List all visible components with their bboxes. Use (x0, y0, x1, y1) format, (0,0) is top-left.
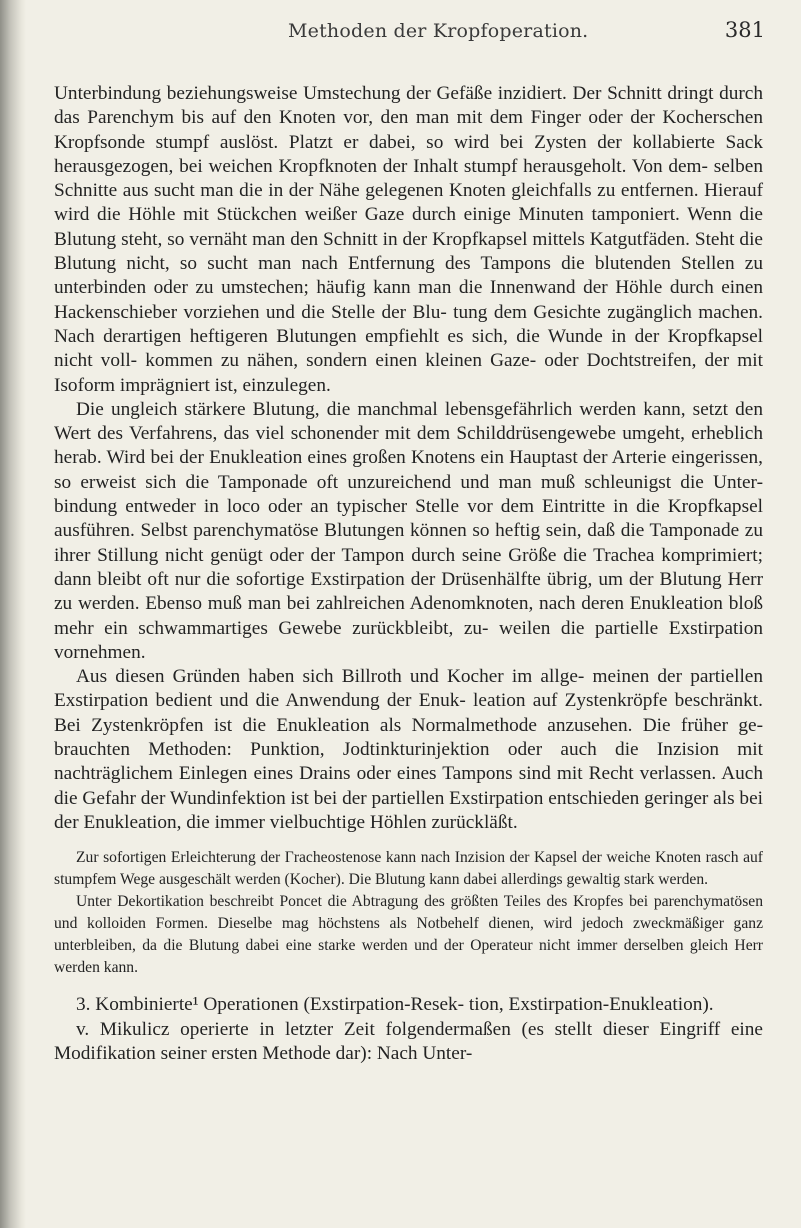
paragraph-1: Unterbindung beziehungsweise Umstechung der Gefäße inzidiert. Der Schnitt dringt durch das Parenchym bis auf den Knoten vor, den man mit dem Finger oder der Kocherschen Kropfsonde stumpf auslöst. Platzt er dabei, so wird bei Zysten der kollabierte Sack herausgezogen, bei weichen Kropfknoten der Inhalt stumpf herausgeholt. Von dem- selben Schnitte aus sucht man die in der Nähe gelegenen Knoten gleichfalls zu entfernen. Hierauf wird die Höhle mit Stückchen weißer Gaze durch einige Minuten tamponiert. Wenn die Blutung steht, so vernäht man den Schnitt in der Kropfkapsel mittels Katgutfäden. Steht die Blutung nicht, so sucht man nach Entfernung des Tampons die blutenden Stellen zu unterbinden oder zu umstechen; häufig kann man die Innenwand der Höhle durch einen Hackenschieber vorziehen und die Stelle der Blu- tung dem Gesichte zugänglich machen. Nach derartigen heftigeren Blutungen empfiehlt es sich, die Wunde in der Kropfkapsel nicht voll- kommen zu nähen, sondern einen kleinen Gaze- oder Dochtstreifen, der mit Isoform imprägniert ist, einzulegen. (54, 83, 763, 396)
footnotes (54, 847, 763, 979)
page-header (80, 10, 765, 50)
page-body (54, 82, 763, 1066)
page-number: 381 (724, 18, 765, 42)
footnote-1: Zur sofortigen Erleichterung der Γracheostenose kann nach Inzision der Kapsel der weiche Knoten rasch auf stumpfem Wege ausgeschält werden (Kocher). Die Blutung kann dabei allerdings gewaltig stark werden. (54, 849, 763, 889)
section-paragraph: v. Mikulicz operierte in letzter Zeit folgendermaßen (es stellt dieser Eingriff eine Modifikation seiner ersten Methode dar): Nach Unter- (54, 1018, 763, 1064)
paragraph-2: Die ungleich stärkere Blutung, die manchmal lebensgefährlich werden kann, setzt den Wert des Verfahrens, das viel schonender mit dem Schilddrüsengewebe umgeht, erheblich herab. Wird bei der Enukleation eines großen Knotens ein Hauptast der Arterie eingerissen, so erweist sich die Tamponade oft unzureichend und man muß schleunigst die Unter- bindung entweder in loco oder an typischer Stelle vor dem Eintritte in die Kropfkapsel ausführen. Selbst parenchymatöse Blutungen können so heftig sein, daß die Tamponade zu ihrer Stillung nicht genügt oder der Tampon durch seine Größe die Trachea komprimiert; dann bleibt oft nur die sofortige Exstirpation der Drüsenhälfte übrig, um der Blutung Herr zu werden. Ebenso muß man bei zahlreichen Adenomknoten, nach deren Enukleation bloß mehr ein schwammartiges Gewebe zurückbleibt, zu- weilen die partielle Exstirpation vornehmen. (54, 398, 763, 663)
section-3 (54, 993, 763, 1066)
running-head: Methoden der Kropfoperation. (288, 20, 589, 42)
section-heading: 3. Kombinierte¹ Operationen (Exstirpation-Resek- tion, Exstirpation-Enukleation). (76, 994, 714, 1016)
footnote-2: Unter Dekortikation beschreibt Poncet die Abtragung des größten Teiles des Kropfes bei parenchymatösen und kolloiden Formen. Dieselbe mag höchstens als Notbehelf dienen, wird jedoch zweckmäßiger ganz unterbleiben, da die Blutung dabei eine starke werden und der Operateur nicht immer derselben gleich Herr werden kann. (54, 893, 763, 977)
paragraph-3: Aus diesen Gründen haben sich Billroth und Kocher im allge- meinen der partiellen Exstirpation bedient und die Anwendung der Enuk- leation auf Zystenkröpfe beschränkt. Bei Zystenkröpfen ist die Enukleation als Normalmethode anzusehen. Die früher ge- brauchten Methoden: Punktion, Jodtinkturinjektion oder auch die Inzision mit nachträglichem Einlegen eines Drains oder eines Tampons sind mit Recht verlassen. Auch die Gefahr der Wundinfektion ist bei der partiellen Exstirpation entschieden geringer als bei der Enukleation, die immer vielbuchtige Höhlen zurückläßt. (54, 666, 763, 833)
page-binding-shadow (0, 0, 26, 1228)
